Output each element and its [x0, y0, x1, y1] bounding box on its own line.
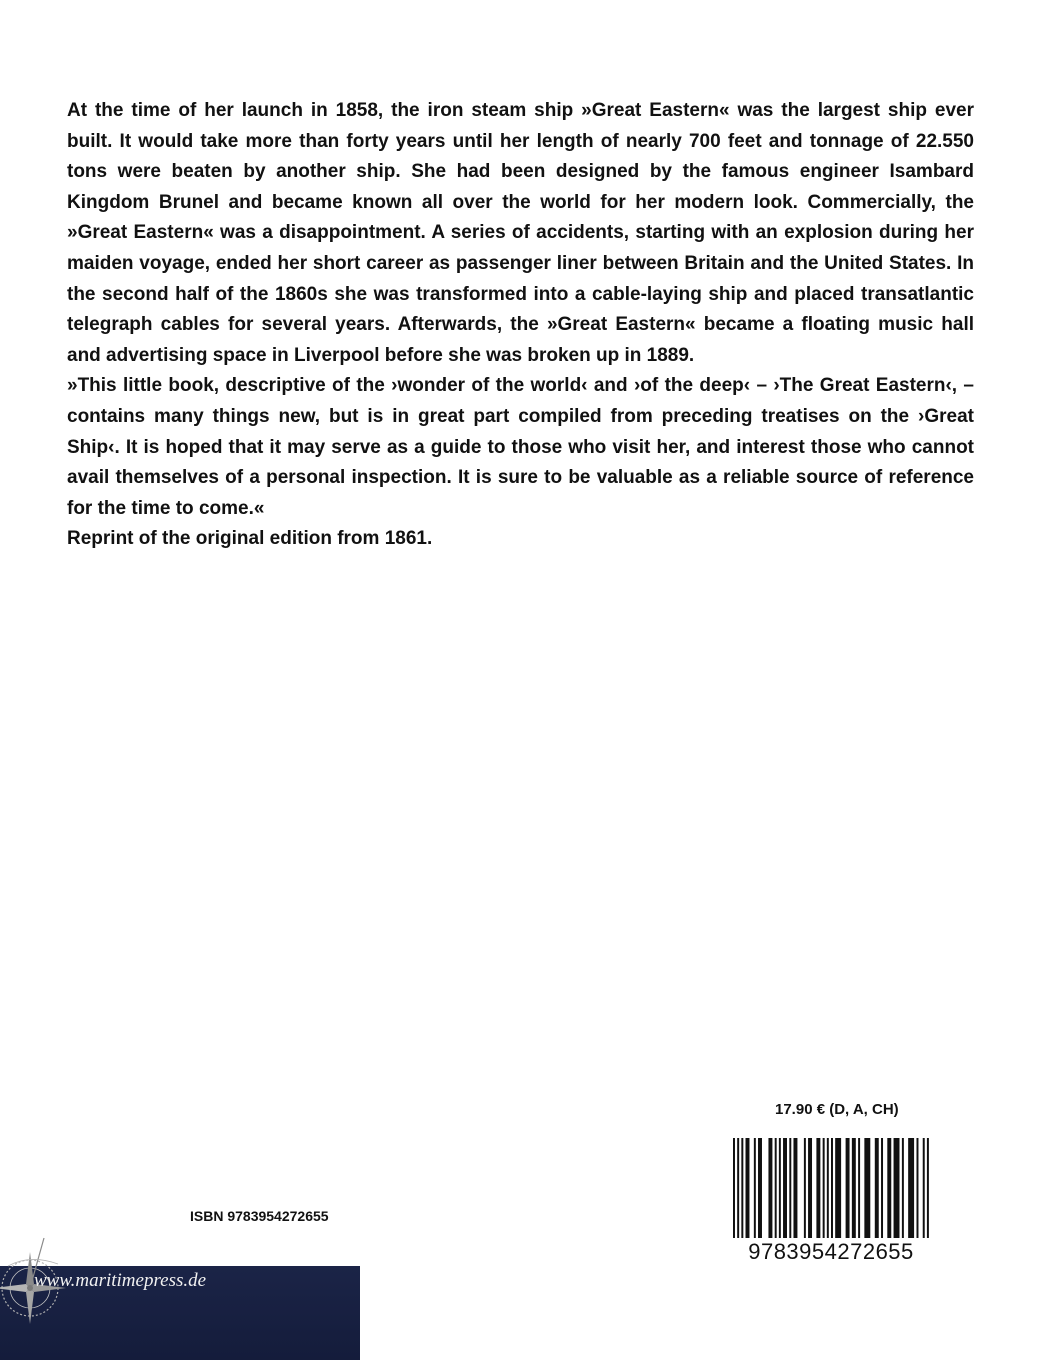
- barcode-bar: [831, 1138, 833, 1238]
- barcode-bar: [737, 1138, 739, 1238]
- blurb-paragraph-history: At the time of her launch in 1858, the iron steam ship »Great Eastern« was the largest ship ever built. It would take more than forty years until her length of nearly 700 feet and tonnage of 22.550 tons were beaten by another ship. She had been designed by the famous engineer Isambard Kingdom Brunel and became known all over the world for her modern look. Commercially, the »Great Eastern« was a disappointment. A series of accidents, starting with an explosion during her maiden voyage, ended her short career as passenger liner between Britain and the United States. In the second half of the 1860s she was transformed into a cable-laying ship and placed transatlantic telegraph cables for several years. Afterwards, the »Great Eastern« became a floating music hall and advertising space in Liverpool before she was broken up in 1889.: [67, 100, 974, 366]
- barcode-number: 9783954272655: [748, 1239, 914, 1264]
- price-label: 17.90 € (D, A, CH): [775, 1101, 899, 1118]
- barcode-bar: [923, 1138, 925, 1238]
- barcode-bar: [908, 1138, 914, 1238]
- back-cover-blurb: [67, 96, 974, 555]
- blurb-paragraph-quote: »This little book, descriptive of the ›wonder of the world‹ and ›of the deep‹ – ›The Great Eastern‹, – contains many things new, but is in great part compiled from preceding treatises on the ›Great Ship‹. It is hoped that it may serve as a guide to those who visit her, and interest those who cannot avail themselves of a personal inspection. It is sure to be valuable as a reliable source of reference for the time to come.«: [67, 375, 974, 519]
- barcode-bar: [808, 1138, 812, 1238]
- blurb-paragraph-reprint-note: Reprint of the original edition from 1861.: [67, 528, 433, 550]
- isbn-barcode: [733, 1138, 929, 1266]
- barcode-bar: [768, 1138, 772, 1238]
- barcode-bar: [887, 1138, 891, 1238]
- barcode-bar: [733, 1138, 735, 1238]
- barcode-bar: [902, 1138, 904, 1238]
- barcode-bar: [816, 1138, 820, 1238]
- barcode-bar: [741, 1138, 743, 1238]
- barcode-bar: [758, 1138, 762, 1238]
- barcode-bar: [804, 1138, 806, 1238]
- barcode-bar: [916, 1138, 918, 1238]
- isbn-label: ISBN 9783954272655: [190, 1208, 329, 1224]
- barcode-bar: [783, 1138, 787, 1238]
- barcode-bar: [852, 1138, 856, 1238]
- barcode-bar: [793, 1138, 797, 1238]
- barcode-bar: [846, 1138, 850, 1238]
- barcode-bar: [746, 1138, 750, 1238]
- barcode-bar: [779, 1138, 781, 1238]
- barcode-icon: [733, 1138, 929, 1238]
- barcode-bar: [927, 1138, 929, 1238]
- barcode-bar: [775, 1138, 777, 1238]
- barcode-bar: [789, 1138, 791, 1238]
- barcode-bar: [754, 1138, 756, 1238]
- barcode-bar: [864, 1138, 870, 1238]
- barcode-bar: [875, 1138, 879, 1238]
- publisher-website-link[interactable]: www.maritimepress.de: [34, 1270, 207, 1291]
- barcode-bar: [835, 1138, 841, 1238]
- barcode-bar: [858, 1138, 860, 1238]
- barcode-bar: [827, 1138, 829, 1238]
- barcode-bar: [881, 1138, 883, 1238]
- barcode-bar: [823, 1138, 825, 1238]
- barcode-bar: [894, 1138, 900, 1238]
